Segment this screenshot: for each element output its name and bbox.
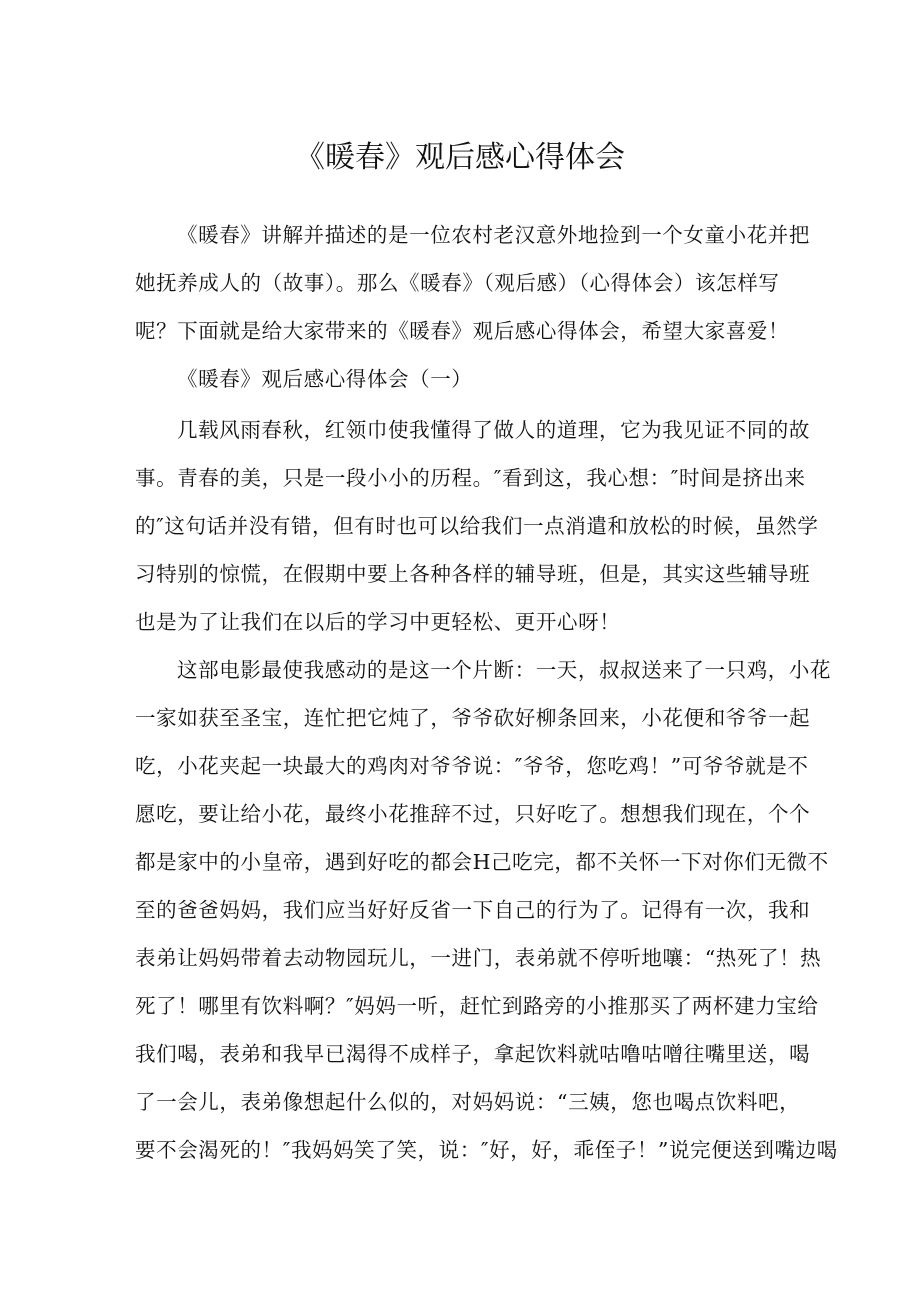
paragraph-line: 吃，小花夹起一块最大的鸡肉对爷爷说：″爷爷，您吃鸡！”可爷爷就是不 <box>135 754 809 778</box>
paragraph-line: 至的爸爸妈妈，我们应当好好反省一下自己的行为了。记得有一次，我和 <box>135 898 811 922</box>
section-heading: 《暖春》观后感心得体会（一） <box>177 367 473 391</box>
paragraph-line: 了一会儿，表弟像想起什么似的，对妈妈说：“三姨，您也喝点饮料吧， <box>135 1090 801 1114</box>
paragraph-line: 《暖春》讲解并描述的是一位农村老汉意外地捡到一个女童小花并把 <box>177 223 810 247</box>
paragraph-line: 几载风雨春秋，红领巾使我懂得了做人的道理，它为我见证不同的故 <box>177 418 810 442</box>
paragraph-line: 这部电影最使我感动的是这一个片断：一天，叔叔送来了一只鸡，小花 <box>177 658 832 682</box>
paragraph-line: 愿吃，要让给小花，最终小花推辞不过，只好吃了。想想我们现在，个个 <box>135 802 811 826</box>
paragraph-line: 她抚养成人的（故事）。那么《暖春》（观后感）（心得体会）该怎样写 <box>135 271 780 295</box>
paragraph-line: 也是为了让我们在以后的学习中更轻松、更开心呀！ <box>135 610 621 634</box>
paragraph-line: 我们喝，表弟和我早已渴得不成样子，拿起饮料就咕噜咕噌往嘴里送，喝 <box>135 1042 811 1066</box>
paragraph-line: 呢？下面就是给大家带来的《暖春》观后感心得体会，希望大家喜爱！ <box>135 319 790 343</box>
paragraph-line: 一家如获至圣宝，连忙把它炖了，爷爷砍好柳条回来，小花便和爷爷一起 <box>135 706 811 730</box>
paragraph-line: 要不会渴死的！″我妈妈笑了笑，说：″好，好，乖侄子！”说完便送到嘴边喝 <box>135 1138 838 1162</box>
paragraph-line: 死了！哪里有饮料啊？″妈妈一听，赶忙到路旁的小推那买了两杯建力宝给 <box>135 994 819 1018</box>
page-title: 《暖春》观后感心得体会 <box>295 140 625 175</box>
paragraph-line: 都是家中的小皇帝，遇到好吃的都会H己吃完，都不关怀一下对你们无微不 <box>135 850 829 874</box>
paragraph-line: 事。青春的美，只是一段小小的历程。″看到这，我心想：″时间是挤出来 <box>135 466 806 490</box>
paragraph-line: 的″这句话并没有错，但有时也可以给我们一点消遣和放松的时候，虽然学 <box>135 514 819 538</box>
paragraph-line: 习特别的惊慌，在假期中要上各种各样的辅导班，但是，其实这些辅导班 <box>135 562 811 586</box>
paragraph-line: 表弟让妈妈带着去动物园玩儿，一进门，表弟就不停听地嚷：“热死了！热 <box>135 946 822 970</box>
